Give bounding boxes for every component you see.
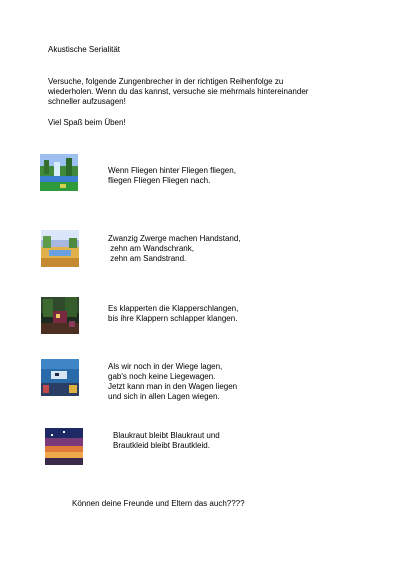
landscape-waterfall-icon xyxy=(40,154,78,191)
verse-line: Wenn Fliegen hinter Fliegen fliegen, xyxy=(108,166,236,175)
intro-line: Versuche, folgende Zungenbrecher in der richtigen Reihenfolge zu xyxy=(48,77,284,86)
landscape-desert-river-icon xyxy=(41,230,79,267)
landscape-underwater-icon xyxy=(41,359,79,396)
verse-line: Jetzt kann man in den Wagen liegen xyxy=(108,382,238,391)
verse-line: Blaukraut bleibt Blaukraut und xyxy=(113,431,220,440)
verse-line: und sich in allen Lagen wiegen. xyxy=(108,392,220,401)
verse-line: gab's noch keine Liegewagen. xyxy=(108,372,216,381)
intro-line: wiederholen. Wenn du das kannst, versuche sie mehrmals hintereinander xyxy=(48,87,309,96)
document-title: Akustische Serialität xyxy=(48,45,121,54)
greeting-text: Viel Spaß beim Üben! xyxy=(48,118,126,127)
verse-line: zehn am Sandstrand. xyxy=(108,254,187,263)
intro-line: schneller aufzusagen! xyxy=(48,97,126,106)
landscape-sunset-lake-icon xyxy=(45,428,83,465)
landscape-forest-night-icon xyxy=(41,297,79,334)
verse-line: Es klapperten die Klapperschlangen, xyxy=(108,304,239,313)
verse-1 xyxy=(108,166,236,186)
verse-2 xyxy=(108,234,241,264)
verse-4 xyxy=(108,362,237,402)
verse-line: bis ihre Klappern schlapper klangen. xyxy=(108,314,238,323)
verse-line: Zwanzig Zwerge machen Handstand, xyxy=(108,234,241,243)
verse-3 xyxy=(108,304,238,324)
closing-question: Können deine Freunde und Eltern das auch???? xyxy=(72,499,245,508)
verse-5 xyxy=(113,431,220,451)
verse-line: zehn am Wandschrank, xyxy=(108,244,194,253)
verse-line: Brautkleid bleibt Brautkleid. xyxy=(113,441,210,450)
verse-line: Als wir noch in der Wiege lagen, xyxy=(108,362,223,371)
intro-paragraph xyxy=(48,77,368,107)
verse-line: fliegen Fliegen Fliegen nach. xyxy=(108,176,211,185)
